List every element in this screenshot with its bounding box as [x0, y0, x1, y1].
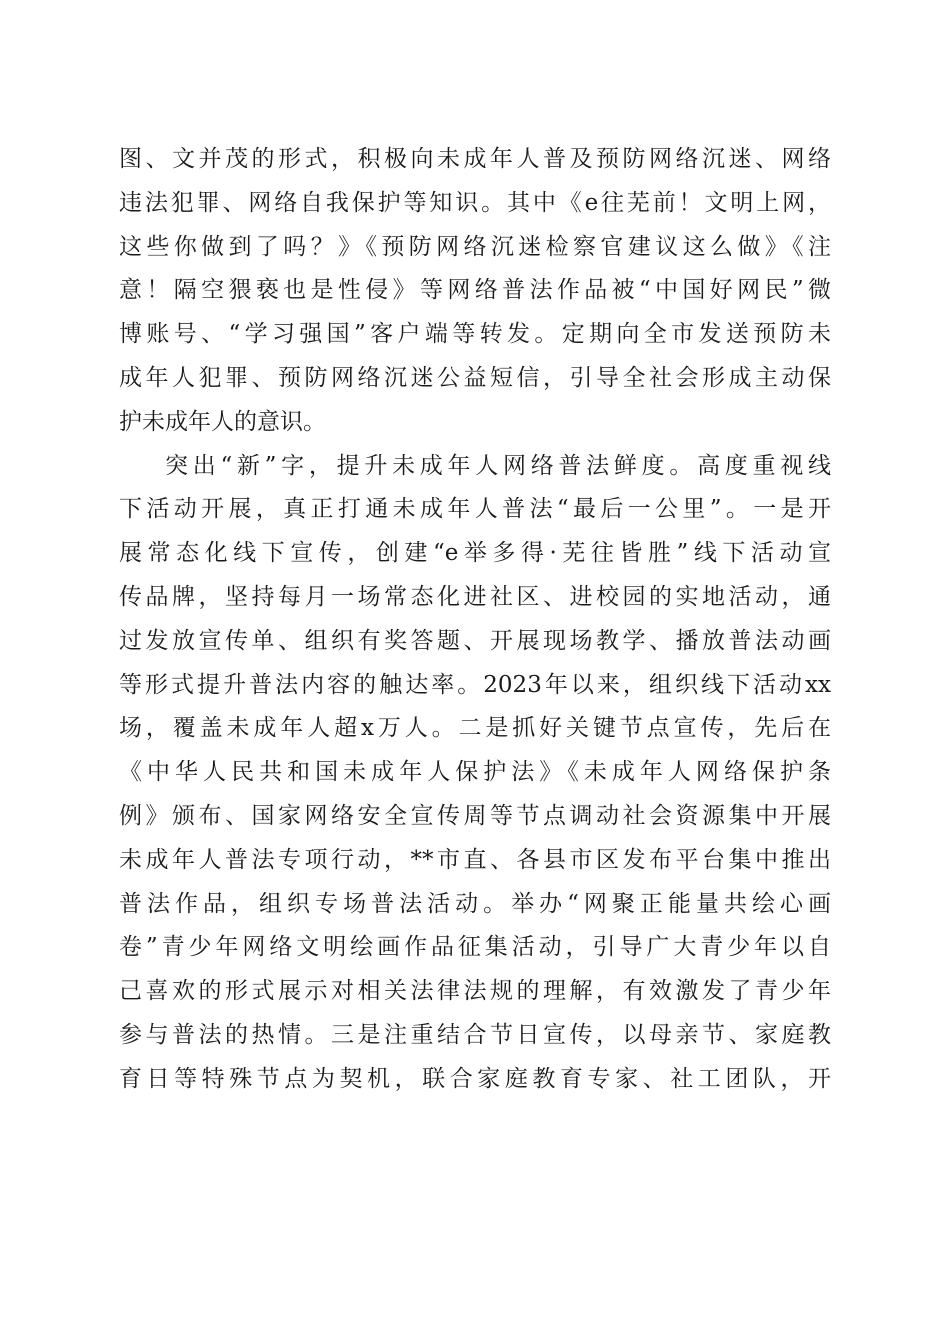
text-line: 己喜欢的形式展示对相关法律法规的理解，有效激发了青少年 [119, 978, 831, 1005]
text-line: 场，覆盖未成年人超x万人。二是抓好关键节点宣传，先后在 [119, 715, 831, 742]
text-line: 护未成年人的意识。 [119, 408, 326, 435]
text-line: 参与普法的热情。三是注重结合节日宣传，以母亲节、家庭教 [119, 1021, 831, 1048]
text-line: 普法作品，组织专场普法活动。举办“网聚正能量共绘心画 [119, 890, 831, 917]
document-body [119, 138, 831, 1102]
text-line: 违法犯罪、网络自我保护等知识。其中《e往芜前！文明上网， [119, 189, 831, 216]
text-line: 未成年人普法专项行动，**市直、各县市区发布平台集中推出 [119, 846, 831, 873]
text-line: 《中华人民共和国未成年人保护法》《未成年人网络保护条 [119, 759, 831, 786]
text-line: 突出“新”字，提升未成年人网络普法鲜度。高度重视线 [165, 452, 831, 479]
text-line: 等形式提升普法内容的触达率。2023年以来，组织线下活动xx [119, 671, 831, 698]
text-line: 意！隔空猥亵也是性侵》等网络普法作品被“中国好网民”微 [119, 277, 831, 304]
text-line: 例》颁布、国家网络安全宣传周等节点调动社会资源集中开展 [119, 802, 831, 829]
text-line: 这些你做到了吗？》《预防网络沉迷检察官建议这么做》《注 [119, 233, 831, 260]
paragraph-1 [119, 138, 831, 445]
text-line: 下活动开展，真正打通未成年人普法“最后一公里”。一是开 [119, 496, 831, 523]
text-line: 图、文并茂的形式，积极向未成年人普及预防网络沉迷、网络 [119, 146, 831, 172]
text-line: 博账号、“学习强国”客户端等转发。定期向全市发送预防未 [119, 321, 831, 348]
text-line: 过发放宣传单、组织有奖答题、开展现场教学、播放普法动画 [119, 627, 831, 654]
text-line: 育日等特殊节点为契机，联合家庭教育专家、社工团队，开 [119, 1065, 831, 1092]
text-line: 展常态化线下宣传，创建“e举多得·芜往皆胜”线下活动宣 [119, 540, 831, 567]
paragraph-2 [119, 445, 831, 1102]
text-line: 卷”青少年网络文明绘画作品征集活动，引导广大青少年以自 [119, 934, 831, 961]
text-line: 传品牌，坚持每月一场常态化进社区、进校园的实地活动，通 [119, 583, 831, 610]
text-line: 成年人犯罪、预防网络沉迷公益短信，引导全社会形成主动保 [119, 364, 831, 391]
